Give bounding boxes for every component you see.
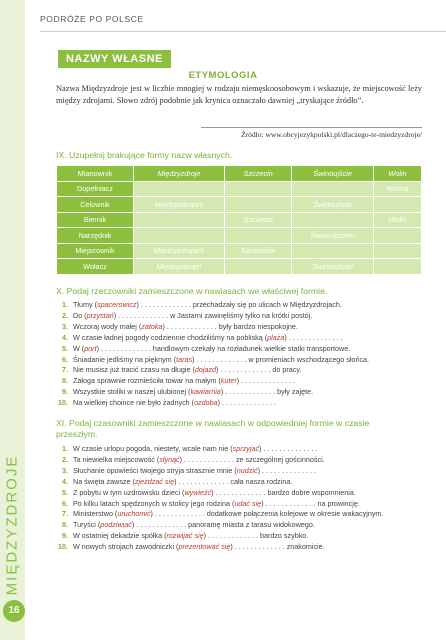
sentence-start: Do ( — [73, 310, 87, 320]
sentence-end: ) . . . . . . . . . . . . . . — [259, 444, 318, 453]
exercise-item[interactable] — [56, 398, 426, 409]
table-cell[interactable] — [225, 181, 292, 197]
case-label: Dopełniacz — [57, 181, 134, 197]
exercise-item[interactable] — [56, 365, 426, 376]
sentence-end: ) . . . . . . . . . . . . . . — [257, 465, 316, 475]
sentence-start: Tłumy ( — [73, 300, 97, 309]
item-text — [73, 333, 343, 344]
exercise-item[interactable] — [56, 333, 426, 344]
table-cell[interactable] — [292, 181, 374, 197]
task-9-title: IX. Uzupełnij brakujące formy nazw własnych. — [56, 150, 233, 160]
sentence-end: ) . . . . . . . . . . . . . znakomicie. — [230, 542, 325, 552]
exercise-item[interactable] — [56, 488, 426, 499]
word-hint: przystań — [86, 310, 114, 320]
exercise-item[interactable] — [56, 531, 426, 542]
table-cell[interactable] — [134, 181, 225, 197]
sentence-start: Słuchanie opowieści twojego stryja strasznie mnie ( — [73, 465, 237, 475]
table-cell[interactable] — [292, 212, 374, 228]
word-hint: sprzyjać — [232, 444, 260, 453]
sentence-end: ) . . . . . . . . . . . . . przechadzały się po ulicach w Międzyzdrojach. — [136, 300, 342, 309]
sentence-start: W nowych strojach zawodniczki ( — [73, 542, 179, 552]
item-text — [73, 300, 342, 311]
sentence-start: Wczoraj wody małej ( — [73, 321, 142, 331]
sentence-end: ) . . . . . . . . . . . . . w promieniach wschodzącego słońca. — [192, 354, 370, 364]
table-cell: Wolina — [374, 181, 422, 197]
case-label: Miejscownik — [57, 243, 134, 259]
table-cell: Świnoujście — [292, 166, 374, 182]
sentence-end: ) . . . . . . . . . . . . . bardzo dobre wspomnienia. — [211, 487, 356, 497]
item-number: 4. — [62, 332, 68, 342]
item-text — [73, 387, 313, 398]
word-hint: dojazd — [194, 365, 217, 375]
item-text — [73, 344, 350, 355]
item-text — [73, 509, 383, 520]
case-label: Celownik — [57, 197, 134, 213]
item-number: 6. — [62, 498, 68, 508]
word-hint: zatoka — [141, 321, 163, 331]
task-11-title: XI. Podaj czasowniki zamieszczone w nawiasach w odpowiedniej formie w czasie przeszłym. — [56, 418, 370, 439]
table-cell: Świnoujście! — [292, 259, 374, 275]
etymology-title: ETYMOLOGIA — [188, 70, 258, 81]
table-cell[interactable] — [374, 259, 422, 275]
case-label: Narzędnik — [57, 228, 134, 244]
table-cell[interactable] — [374, 243, 422, 259]
table-cell: Międzyzdroje! — [134, 259, 225, 275]
sentence-end: ) . . . . . . . . . . . . . na prowincję. — [261, 498, 360, 508]
sentence-end: ) . . . . . . . . . . . . . panoramę miasta z tarasu widokowego. — [131, 520, 315, 530]
task-10-title: X. Podaj rzeczowniki zamieszczone w nawiasach we właściwej formie. — [56, 286, 328, 296]
table-row — [57, 243, 422, 259]
item-number: 9. — [62, 531, 68, 541]
header-rule — [40, 31, 446, 32]
table-cell[interactable] — [134, 212, 225, 228]
task-10-list — [56, 300, 426, 409]
word-hint: słynąć — [159, 454, 180, 464]
item-text — [73, 499, 360, 510]
sentence-start: Po kilku latach spędzonych w stolicy jego rodzina ( — [73, 498, 235, 508]
sentence-start: Ta niewielka miejscowość ( — [73, 454, 160, 464]
running-header: PODRÓŻE PO POLSCE — [40, 14, 144, 24]
sentence-start: Ministerstwo ( — [73, 509, 118, 519]
item-number: 8. — [62, 376, 68, 386]
table-cell[interactable] — [134, 228, 225, 244]
table-cell[interactable] — [225, 259, 292, 275]
sentence-start: Wszystkie stoliki w naszej ulubionej ( — [73, 387, 191, 397]
word-hint: ozdoba — [194, 398, 218, 408]
word-hint: plaża — [267, 332, 285, 342]
sentence-end: ) . . . . . . . . . . . . . . — [236, 376, 296, 386]
table-cell: Międzyzdrojach — [134, 243, 225, 259]
word-hint: nudzić — [236, 465, 258, 475]
sentence-end: ) . . . . . . . . . . . . . były zajęte. — [220, 387, 314, 397]
item-number: 6. — [62, 354, 68, 364]
table-cell: Wolin — [374, 166, 422, 182]
word-hint: port — [84, 343, 97, 353]
word-hint: spacerowicz — [96, 300, 137, 309]
item-text — [73, 398, 276, 409]
exercise-item[interactable] — [56, 509, 426, 520]
sentence-end: ) . . . . . . . . . . . . . . — [284, 332, 343, 342]
table-cell: Świnoujściu — [292, 197, 374, 213]
item-text — [73, 542, 325, 553]
item-text — [73, 520, 315, 531]
exercise-item[interactable] — [56, 455, 426, 466]
table-row — [57, 212, 422, 228]
case-label: Biernik — [57, 212, 134, 228]
exercise-item[interactable] — [56, 300, 426, 311]
exercise-item[interactable] — [56, 542, 426, 553]
word-hint: uruchomić — [117, 509, 151, 519]
sentence-start: W ( — [73, 343, 85, 353]
sentence-start: W czasie urlopu pogoda, niestety, wcale nam nie ( — [73, 444, 233, 453]
word-hint: zjeżdżać się — [134, 476, 175, 486]
item-number: 1. — [62, 300, 68, 309]
table-cell[interactable] — [292, 243, 374, 259]
exercise-item[interactable] — [56, 376, 426, 387]
sentence-start: Nie musisz już tracić czasu na długie ( — [73, 365, 195, 375]
table-cell: Międzyzdrojom — [134, 197, 225, 213]
sentence-end: ) . . . . . . . . . . . . . handlowym czekały na rozładunek wielkie statki transportowe. — [96, 343, 351, 353]
item-number: 3. — [62, 465, 68, 475]
item-number: 9. — [62, 387, 68, 397]
item-text — [73, 488, 356, 499]
exercise-item[interactable] — [56, 322, 426, 333]
table-cell[interactable] — [374, 197, 422, 213]
exercise-item[interactable] — [56, 499, 426, 510]
table-cell: Szczecin — [225, 212, 292, 228]
item-number: 8. — [62, 520, 68, 530]
item-text — [73, 376, 295, 387]
table-row — [57, 166, 422, 182]
sentence-start: Śniadanie jedliśmy na pięknym ( — [73, 354, 177, 364]
word-hint: wywieźć — [184, 487, 212, 497]
item-number: 4. — [62, 476, 68, 486]
page-number: 16 — [3, 600, 25, 622]
item-number: 5. — [62, 343, 68, 353]
exercise-item[interactable] — [56, 444, 426, 455]
item-text — [73, 355, 369, 366]
sentence-start: Turyści ( — [73, 520, 101, 530]
word-hint: podziwiać — [100, 520, 132, 530]
sentence-start: W czasie ładnej pogody codziennie chodziliśmy na pobliską ( — [73, 332, 268, 342]
item-text — [73, 477, 292, 488]
item-text — [73, 444, 317, 455]
item-number: 10. — [58, 542, 68, 552]
exercise-item[interactable] — [56, 355, 426, 366]
item-number: 2. — [62, 310, 68, 320]
exercise-item[interactable] — [56, 311, 426, 322]
sentence-end: ) . . . . . . . . . . . . . dodatkowe połączenia kolejowe w okresie wakacyjnym. — [150, 509, 384, 519]
sentence-end: ) . . . . . . . . . . . . . w Jastarni zawinęliśmy tylko na krótki postój. — [113, 310, 313, 320]
section-title: NAZWY WŁASNE — [58, 50, 171, 68]
item-number: 3. — [62, 321, 68, 331]
word-hint: prezentować się — [178, 542, 231, 552]
sentence-start: Na wielkiej choince nie było żadnych ( — [73, 398, 195, 408]
item-number: 7. — [62, 509, 68, 519]
item-text — [73, 365, 301, 376]
word-hint: taras — [176, 354, 193, 364]
sentence-end: ) . . . . . . . . . . . . . . — [217, 398, 276, 408]
item-text — [73, 466, 316, 477]
exercise-item[interactable] — [56, 387, 426, 398]
item-text — [73, 455, 325, 466]
sentence-end: ) . . . . . . . . . . . . . bardzo szybko. — [203, 531, 309, 541]
word-hint: kawiarnia — [190, 387, 221, 397]
sentence-start: W ostatniej dekadzie spółka ( — [73, 531, 167, 541]
sentence-start: Na święta zawsze ( — [73, 476, 135, 486]
exercise-item[interactable] — [56, 466, 426, 477]
table-cell[interactable] — [374, 228, 422, 244]
item-text — [73, 311, 312, 322]
table-row — [57, 228, 422, 244]
item-number: 1. — [62, 444, 68, 453]
item-number: 5. — [62, 487, 68, 497]
sentence-start: Z pobytu w tym uzdrowisku dzieci ( — [73, 487, 185, 497]
table-row — [57, 197, 422, 213]
task-11-list — [56, 444, 426, 553]
table-cell: Świnoujściem — [292, 228, 374, 244]
source-note: Źródło: www.obcyjezykpolski.pl/dlaczego-te-miedzyzdroje/ — [201, 127, 422, 139]
table-row — [57, 259, 422, 275]
sentence-start: Załoga sprawnie rozmieściła towar na małym ( — [73, 376, 221, 386]
exercise-item[interactable] — [56, 520, 426, 531]
table-cell[interactable] — [225, 197, 292, 213]
sentence-end: ) . . . . . . . . . . . . . do pracy. — [216, 365, 302, 375]
word-hint: kuter — [220, 376, 237, 386]
declension-table — [56, 165, 422, 275]
case-label: Wołacz — [57, 259, 134, 275]
item-number: 10. — [58, 398, 68, 408]
table-cell: Wolin — [374, 212, 422, 228]
table-cell: Szczecin — [225, 166, 292, 182]
sentence-end: ) . . . . . . . . . . . . . cała nasza rodzina. — [174, 476, 293, 486]
table-cell: Szczecinie — [225, 243, 292, 259]
table-cell[interactable] — [225, 228, 292, 244]
table-cell: Międzyzdroje — [134, 166, 225, 182]
item-number: 2. — [62, 454, 68, 464]
item-text — [73, 531, 308, 542]
exercise-item[interactable] — [56, 344, 426, 355]
table-row — [57, 181, 422, 197]
sentence-end: ) . . . . . . . . . . . . . ze szczególnej gościnności. — [179, 454, 325, 464]
word-hint: rozwijać się — [166, 531, 204, 541]
word-hint: udać się — [234, 498, 262, 508]
item-text — [73, 322, 298, 333]
sentence-end: ) . . . . . . . . . . . . . były bardzo niespokojne. — [162, 321, 298, 331]
exercise-item[interactable] — [56, 477, 426, 488]
vertical-title: MIĘDZYZDROJE — [3, 454, 21, 596]
item-number: 7. — [62, 365, 68, 375]
case-label: Mianownik — [57, 166, 134, 182]
etymology-text: Nazwa Międzyzdroje jest w liczbie mnogiej w rodzaju niemęskoosobowym i wskazuje, że miejscowość leży między zdrojami. Słowo zdrój podobnie jak krynica oznaczało dawniej „tryskające źródło”. — [56, 84, 422, 105]
